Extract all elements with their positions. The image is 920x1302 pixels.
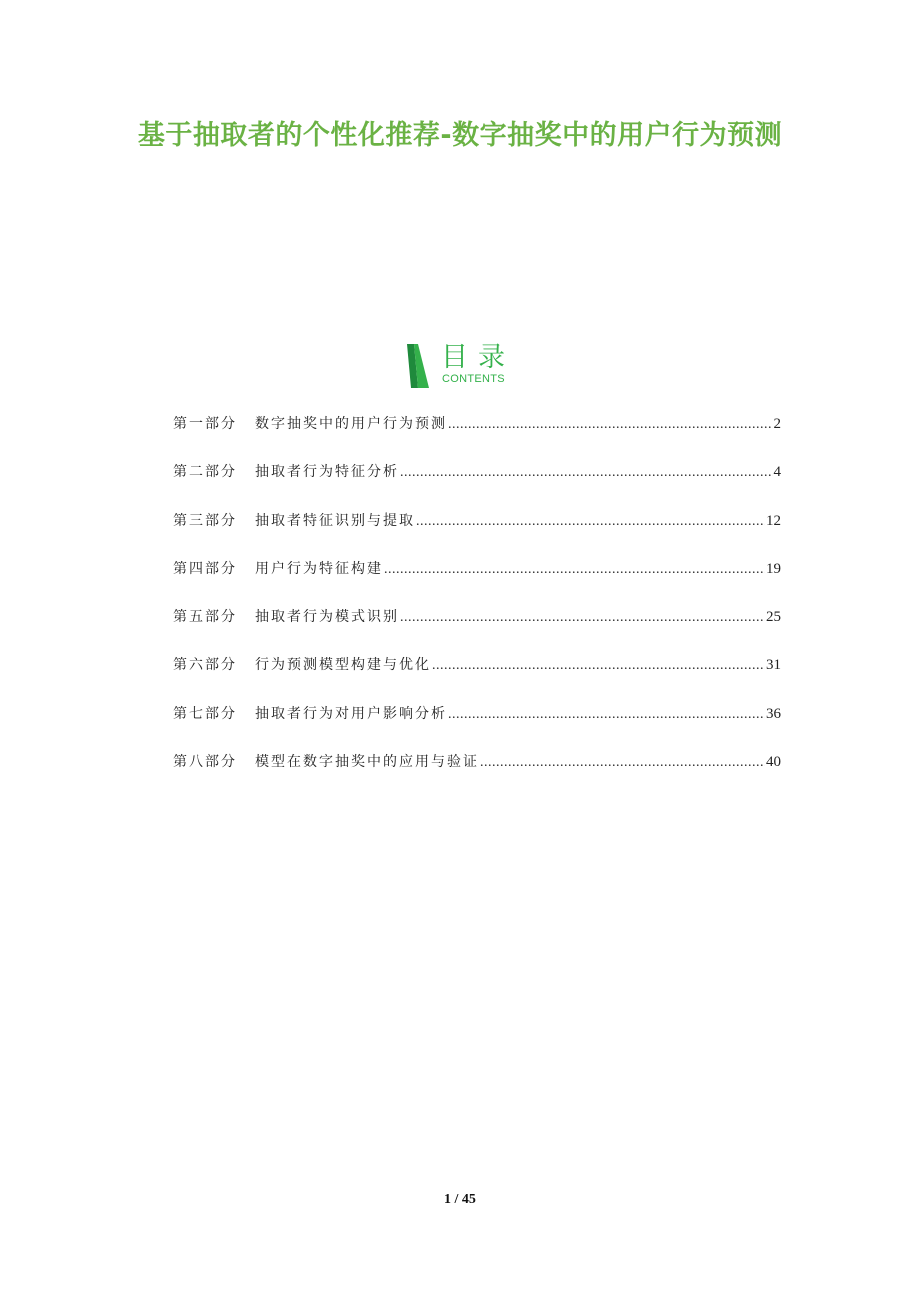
- toc-leader-dots: [416, 508, 765, 536]
- toc-entry-page: 12: [766, 512, 781, 529]
- toc-entry-title: 抽取者特征识别与提取: [255, 512, 415, 529]
- page-number: 1 / 45: [444, 1192, 476, 1207]
- document-title: 基于抽取者的个性化推荐-数字抽奖中的用户行为预测: [137, 120, 783, 151]
- toc-entry[interactable]: [173, 410, 781, 458]
- toc-entry-page: 36: [766, 705, 781, 722]
- toc-subheading: CONTENTS: [442, 373, 505, 385]
- toc-entry[interactable]: [173, 507, 781, 555]
- toc-leader-dots: [448, 411, 773, 439]
- toc-entry-part: 第八部分: [173, 754, 237, 771]
- toc-entry-page: 2: [773, 416, 781, 432]
- toc-entry-title: 用户行为特征构建: [255, 560, 383, 577]
- toc-leader-dots: [432, 652, 765, 680]
- toc-entry-title: 数字抽奖中的用户行为预测: [255, 416, 447, 432]
- toc-entry-part: 第三部分: [173, 512, 237, 529]
- toc-entry[interactable]: [173, 555, 781, 603]
- toc-entry-title: 抽取者行为对用户影响分析: [255, 705, 447, 722]
- toc-entry-part: 第二部分: [173, 464, 237, 481]
- toc-entry-part: 第六部分: [173, 657, 237, 674]
- toc-entry-part: 第五部分: [173, 609, 237, 626]
- toc-entry[interactable]: [173, 748, 781, 796]
- toc-leader-dots: [384, 556, 765, 584]
- toc-entry-part: 第四部分: [173, 560, 237, 577]
- toc-entry-title: 模型在数字抽奖中的应用与验证: [255, 754, 479, 771]
- toc-entry[interactable]: [173, 458, 781, 506]
- toc-entry-part: 第一部分: [173, 416, 237, 432]
- toc-header: [405, 344, 535, 388]
- toc-entry-page: 19: [766, 560, 781, 577]
- toc-leader-dots: [400, 459, 773, 487]
- toc-entry-page: 25: [766, 609, 781, 626]
- toc-entry[interactable]: [173, 603, 781, 651]
- toc-entry-page: 31: [766, 657, 781, 674]
- toc-entry-title: 行为预测模型构建与优化: [255, 657, 431, 674]
- toc-list: [173, 410, 781, 796]
- toc-entry[interactable]: [173, 651, 781, 699]
- toc-leader-dots: [480, 749, 765, 777]
- contents-logo-icon: [405, 344, 435, 388]
- toc-heading: 目录: [441, 342, 515, 373]
- toc-entry-page: 4: [773, 464, 781, 481]
- toc-entry-part: 第七部分: [173, 705, 237, 722]
- toc-entry-page: 40: [766, 754, 781, 771]
- toc-entry-title: 抽取者行为模式识别: [255, 609, 399, 626]
- toc-entry[interactable]: [173, 700, 781, 748]
- toc-entry-title: 抽取者行为特征分析: [255, 464, 399, 481]
- toc-leader-dots: [400, 604, 765, 632]
- toc-leader-dots: [448, 701, 765, 729]
